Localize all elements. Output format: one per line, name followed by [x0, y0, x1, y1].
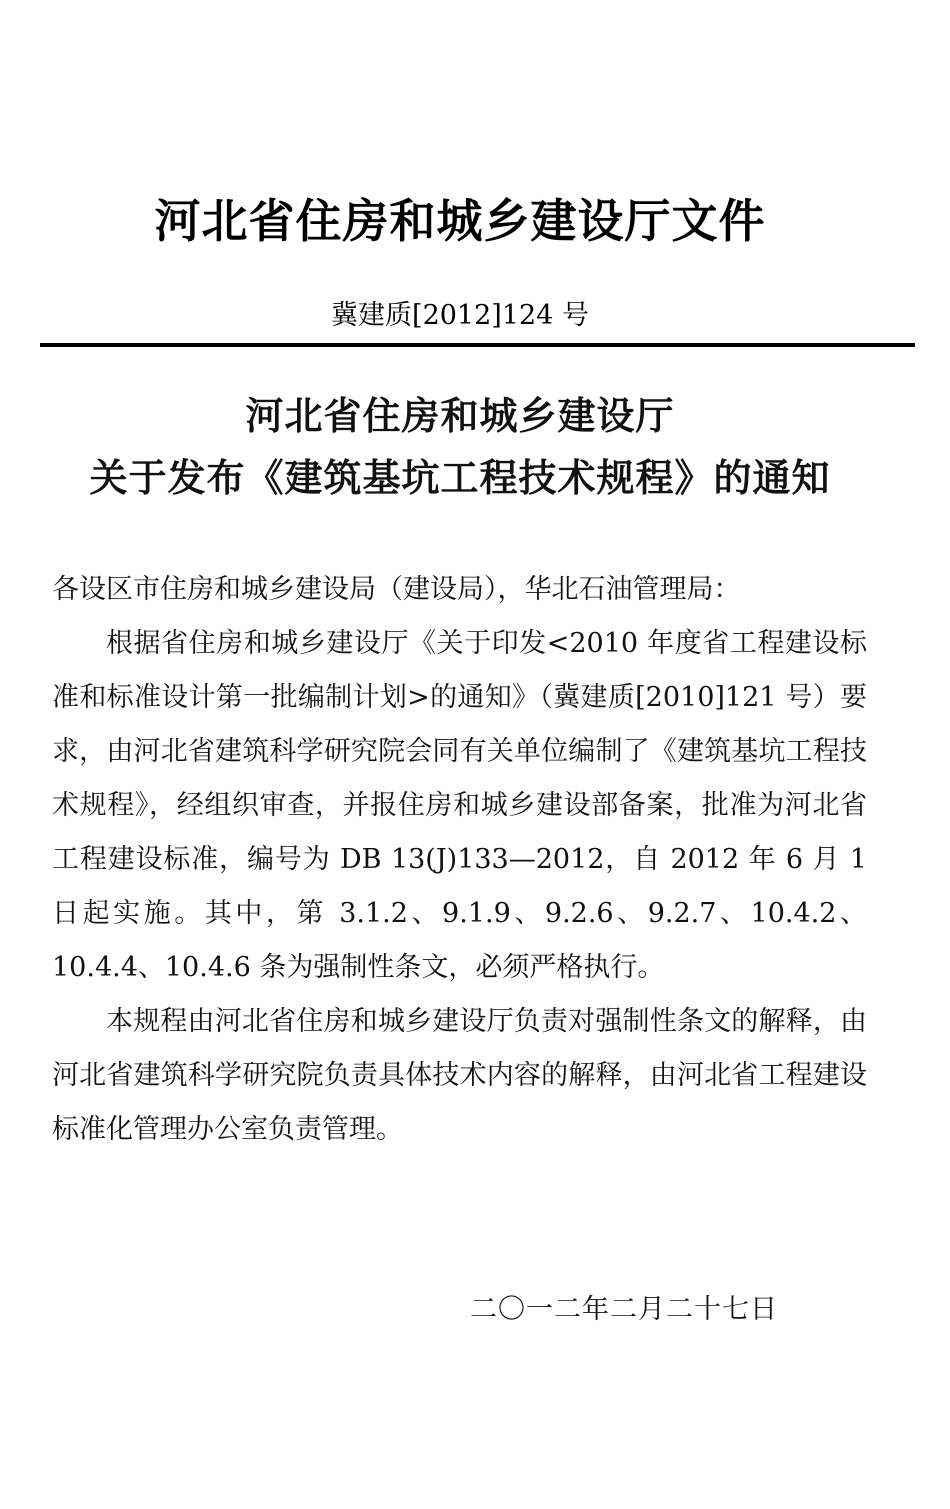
salutation: 各设区市住房和城乡建设局（建设局），华北石油管理局：: [52, 574, 741, 605]
notice-body: [52, 563, 867, 1157]
issue-date: 二〇一二年二月二十七日: [470, 1294, 778, 1325]
paragraph-approval: 根据省住房和城乡建设厅《关于印发<2010 年度省工程建设标准和标准设计第一批编制计划>的通知》（冀建质[2010]121 号）要求，由河北省建筑科学研究院会同有关单位编制了《建筑基坑工程技术规程》，经组织审查，并报住房和城乡建设部备案，批准为河北省工程建设标准，编号为 DB 13(J)133—2012，自 2012 年 6 月 1 日起实施。其中，第 3.1.2、9.1.9、9.2.6、9.2.7、10.4.2、10.4.4、10.4.6 条为强制性条文，必须严格执行。: [52, 628, 867, 983]
document-number: 冀建质[2012]124 号: [331, 300, 589, 331]
paragraph-responsibility: 本规程由河北省住房和城乡建设厅负责对强制性条文的解释，由河北省建筑科学研究院负责具体技术内容的解释，由河北省工程建设标准化管理办公室负责管理。: [52, 1006, 867, 1145]
notice-title-line-2: 关于发布《建筑基坑工程技术规程》的通知: [89, 456, 831, 500]
document-header-title: 河北省住房和城乡建设厅文件: [154, 194, 766, 248]
notice-title-line-1: 河北省住房和城乡建设厅: [245, 394, 675, 438]
header-divider: [40, 343, 915, 347]
